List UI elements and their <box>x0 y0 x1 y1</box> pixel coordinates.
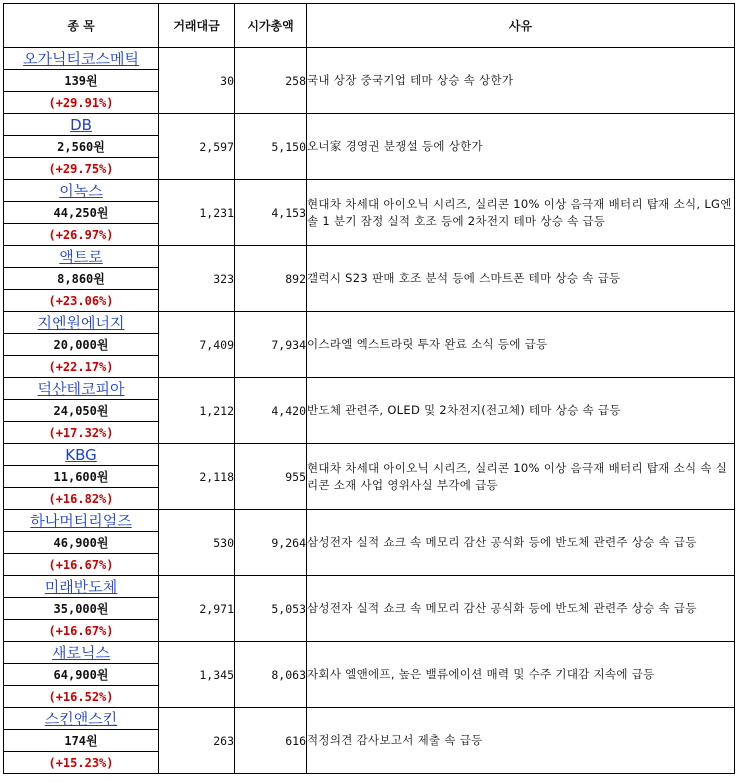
stock-name-link[interactable]: DB <box>70 116 92 134</box>
reason-text: 자회사 엘앤에프, 높은 밸류에이션 매력 및 수주 기대감 지속에 급등 <box>307 642 735 708</box>
table-row <box>4 576 735 598</box>
stock-name-cell <box>4 708 159 730</box>
stock-price: 139원 <box>4 70 159 92</box>
market-cap: 4,420 <box>235 378 307 444</box>
stock-name-link[interactable]: 미래반도체 <box>44 578 118 596</box>
reason-text: 현대차 차세대 아이오닉 시리즈, 실리콘 10% 이상 음극재 배터리 탑재 소식 속 실리콘 소재 사업 영위사실 부각에 급등 <box>307 444 735 510</box>
table-row <box>4 114 735 136</box>
stock-name-cell <box>4 312 159 334</box>
table-row <box>4 708 735 730</box>
trade-volume: 2,971 <box>159 576 235 642</box>
stock-change: (+16.82%) <box>4 488 159 510</box>
market-cap: 258 <box>235 48 307 114</box>
stock-name-cell <box>4 642 159 664</box>
stock-price: 46,900원 <box>4 532 159 554</box>
trade-volume: 2,597 <box>159 114 235 180</box>
trade-volume: 30 <box>159 48 235 114</box>
stock-name-cell <box>4 444 159 466</box>
stock-price: 35,000원 <box>4 598 159 620</box>
trade-volume: 2,118 <box>159 444 235 510</box>
table-body <box>4 48 735 774</box>
stock-name-link[interactable]: KBG <box>65 446 97 464</box>
stock-name-link[interactable]: 하나머티리얼즈 <box>30 512 132 530</box>
stock-change: (+29.91%) <box>4 92 159 114</box>
market-cap: 9,264 <box>235 510 307 576</box>
stock-change: (+16.52%) <box>4 686 159 708</box>
stock-name-link[interactable]: 이녹스 <box>59 182 103 200</box>
table-row <box>4 444 735 466</box>
stock-price: 20,000원 <box>4 334 159 356</box>
stock-name-link[interactable]: 새로닉스 <box>52 644 110 662</box>
stock-name-cell <box>4 378 159 400</box>
stock-name-cell <box>4 180 159 202</box>
stock-name-cell <box>4 48 159 70</box>
table-row <box>4 642 735 664</box>
market-cap: 4,153 <box>235 180 307 246</box>
header-volume: 거래대금 <box>159 4 235 48</box>
reason-text: 삼성전자 실적 쇼크 속 메모리 감산 공식화 등에 반도체 관련주 상승 속 급등 <box>307 510 735 576</box>
stock-change: (+16.67%) <box>4 554 159 576</box>
market-cap: 7,934 <box>235 312 307 378</box>
table-row <box>4 510 735 532</box>
reason-text: 국내 상장 중국기업 테마 상승 속 상한가 <box>307 48 735 114</box>
header-market-cap: 시가총액 <box>235 4 307 48</box>
stock-change: (+16.67%) <box>4 620 159 642</box>
trade-volume: 263 <box>159 708 235 774</box>
stock-name-link[interactable]: 액트로 <box>59 248 103 266</box>
market-cap: 5,053 <box>235 576 307 642</box>
table-row <box>4 180 735 202</box>
stock-price: 64,900원 <box>4 664 159 686</box>
stock-name-cell <box>4 246 159 268</box>
table-row <box>4 378 735 400</box>
header-row <box>4 4 735 48</box>
header-reason: 사유 <box>307 4 735 48</box>
market-cap: 8,063 <box>235 642 307 708</box>
stock-name-link[interactable]: 덕산테코피아 <box>37 380 125 398</box>
table-row <box>4 48 735 70</box>
stock-name-cell <box>4 114 159 136</box>
market-cap: 616 <box>235 708 307 774</box>
market-cap: 5,150 <box>235 114 307 180</box>
stock-name-link[interactable]: 스킨앤스킨 <box>44 710 118 728</box>
stock-price: 44,250원 <box>4 202 159 224</box>
stock-name-link[interactable]: 지엔원에너지 <box>37 314 125 332</box>
stock-price: 8,860원 <box>4 268 159 290</box>
trade-volume: 323 <box>159 246 235 312</box>
stock-price: 11,600원 <box>4 466 159 488</box>
reason-text: 반도체 관련주, OLED 및 2차전지(전고체) 테마 상승 속 급등 <box>307 378 735 444</box>
stock-change: (+26.97%) <box>4 224 159 246</box>
stock-name-cell <box>4 576 159 598</box>
stock-price: 2,560원 <box>4 136 159 158</box>
trade-volume: 530 <box>159 510 235 576</box>
reason-text: 현대차 차세대 아이오닉 시리즈, 실리콘 10% 이상 음극재 배터리 탑재 소식, LG엔솔 1 분기 잠정 실적 호조 등에 2차전지 테마 상승 속 급등 <box>307 180 735 246</box>
reason-text: 적정의견 감사보고서 제출 속 급등 <box>307 708 735 774</box>
trade-volume: 7,409 <box>159 312 235 378</box>
stock-price: 24,050원 <box>4 400 159 422</box>
market-cap: 892 <box>235 246 307 312</box>
trade-volume: 1,212 <box>159 378 235 444</box>
trade-volume: 1,231 <box>159 180 235 246</box>
stock-change: (+17.32%) <box>4 422 159 444</box>
stock-change: (+29.75%) <box>4 158 159 180</box>
stock-name-cell <box>4 510 159 532</box>
reason-text: 갤럭시 S23 판매 호조 분석 등에 스마트폰 테마 상승 속 급등 <box>307 246 735 312</box>
stock-change: (+22.17%) <box>4 356 159 378</box>
trade-volume: 1,345 <box>159 642 235 708</box>
stock-change: (+23.06%) <box>4 290 159 312</box>
reason-text: 오너家 경영권 분쟁설 등에 상한가 <box>307 114 735 180</box>
table-row <box>4 312 735 334</box>
stock-table <box>3 3 735 774</box>
header-name: 종 목 <box>4 4 159 48</box>
stock-change: (+15.23%) <box>4 752 159 774</box>
reason-text: 이스라엘 엑스트라릿 투자 완료 소식 등에 급등 <box>307 312 735 378</box>
reason-text: 삼성전자 실적 쇼크 속 메모리 감산 공식화 등에 반도체 관련주 상승 속 급등 <box>307 576 735 642</box>
stock-price: 174원 <box>4 730 159 752</box>
stock-name-link[interactable]: 오가닉티코스메틱 <box>23 50 139 68</box>
market-cap: 955 <box>235 444 307 510</box>
table-row <box>4 246 735 268</box>
